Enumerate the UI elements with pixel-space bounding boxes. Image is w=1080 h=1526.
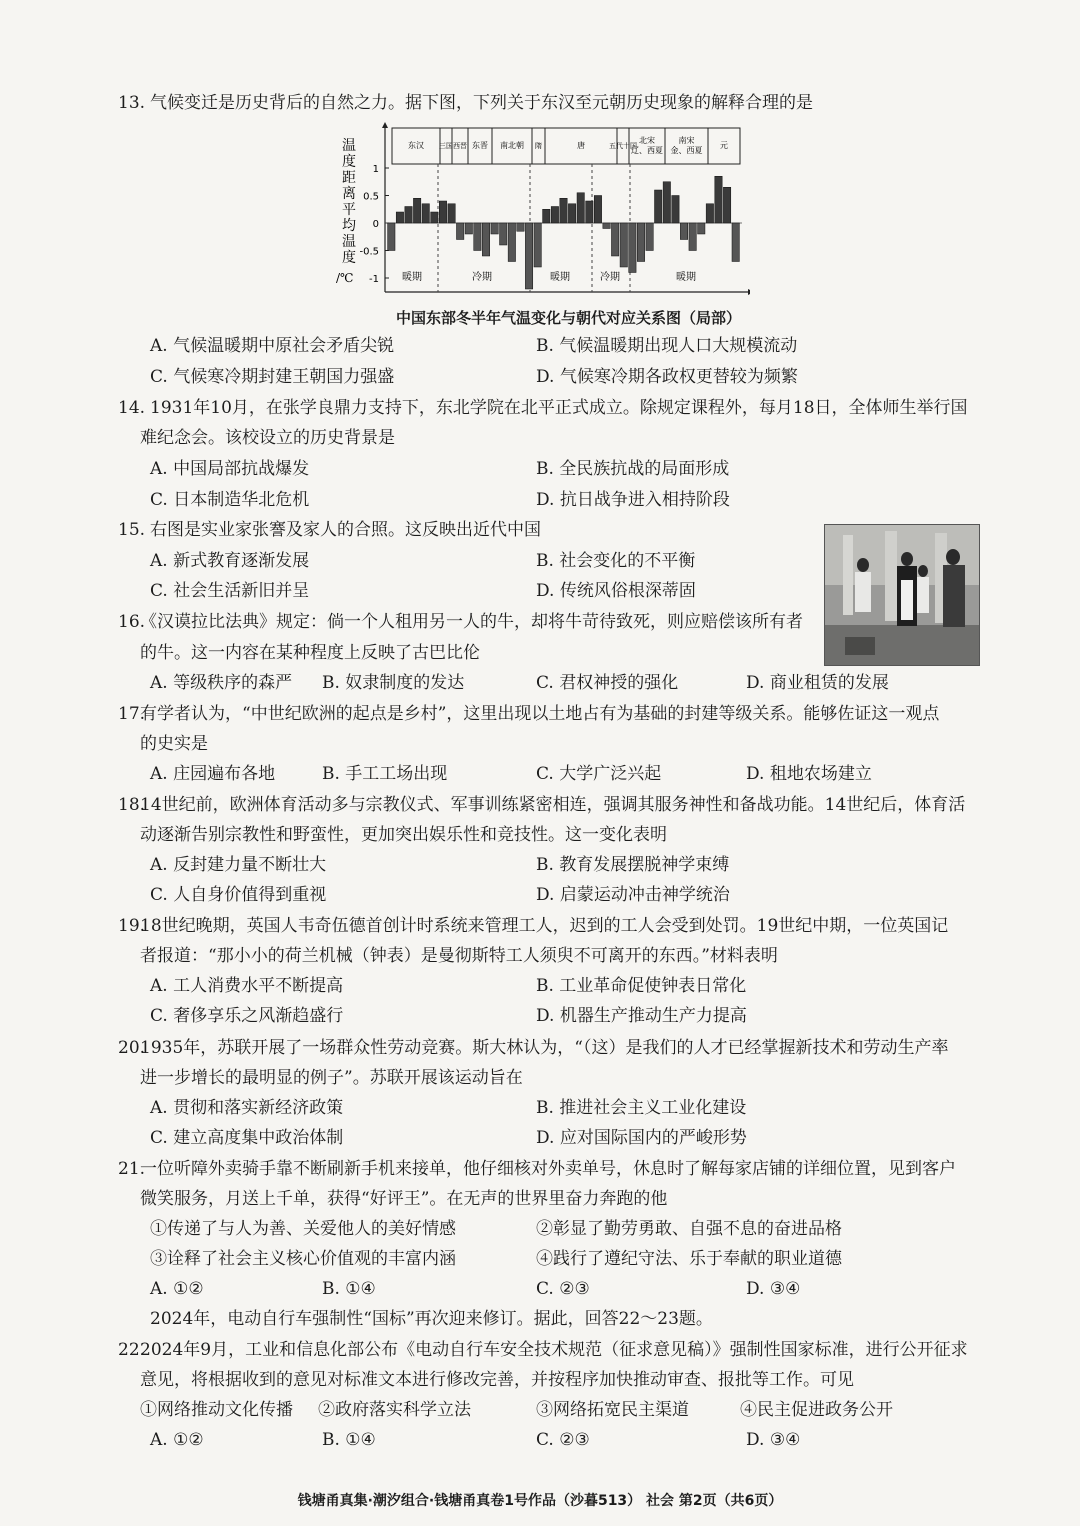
dynasty-label: 金、西夏: [670, 146, 703, 155]
q17-option-d[interactable]: D. 租地农场建立: [746, 764, 872, 784]
q16-number: 16.: [118, 612, 146, 632]
x-axis-arrow: [748, 289, 750, 295]
q17-stem-line2: 的史实是: [140, 734, 208, 754]
temperature-bar: [474, 223, 481, 251]
period-label: 冷期: [472, 272, 492, 283]
q15-option-b[interactable]: B. 社会变化的不平衡: [536, 551, 696, 571]
temperature-bar: [577, 193, 584, 223]
y-tick-label: 0: [372, 219, 379, 230]
temperature-bar: [500, 223, 507, 245]
dynasty-label: 东晋: [472, 141, 488, 150]
q21-option-a[interactable]: A. ①②: [150, 1279, 204, 1299]
q17-option-c[interactable]: C. 大学广泛兴起: [536, 764, 662, 784]
q22-option-b[interactable]: B. ①④: [322, 1430, 376, 1450]
chart-caption: 中国东部冬半年气温变化与朝代对应关系图（局部）: [396, 309, 742, 327]
temperature-bar: [698, 223, 705, 234]
temperature-bar: [663, 182, 670, 223]
temperature-bar: [534, 223, 541, 267]
q19-option-b[interactable]: B. 工业革命促使钟表日常化: [536, 976, 747, 996]
temperature-bar: [448, 204, 455, 223]
q13-option-d[interactable]: D. 气候寒冷期各政权更替较为频繁: [536, 367, 798, 387]
q13-stem: 气候变迁是历史背后的自然之力。据下图，下列关于东汉至元朝历史现象的解释合理的是: [150, 93, 813, 113]
q15-number: 15.: [118, 520, 146, 540]
temperature-bar: [620, 223, 627, 267]
dynasty-label: 隋: [535, 142, 542, 150]
dynasty-label: 西晋: [453, 142, 467, 150]
q15-stem: 右图是实业家张謇及家人的合照。这反映出近代中国: [150, 520, 541, 540]
q21-item-1: ①传递了与人为善、关爱他人的美好情感: [150, 1219, 456, 1239]
temperature-bar: [456, 223, 463, 240]
q21-option-d[interactable]: D. ③④: [746, 1279, 801, 1299]
q18-stem-line1: 14世纪前，欧洲体育活动多与宗教仪式、军事训练紧密相连，强调其服务神性和备战功能。14世纪后，体育活: [140, 795, 966, 815]
temperature-bar: [689, 223, 696, 251]
y-axis-label-char: 度: [342, 154, 356, 170]
q22-option-c[interactable]: C. ②③: [536, 1430, 590, 1450]
temperature-bar: [525, 223, 532, 289]
temperature-bar: [603, 223, 610, 229]
zhang-jian-family-photo: [824, 524, 980, 666]
q22-item-1: ①网络推动文化传播: [140, 1400, 293, 1420]
temperature-bar: [732, 223, 739, 262]
temperature-bar: [482, 223, 489, 256]
q18-option-d[interactable]: D. 启蒙运动冲击神学统治: [536, 885, 730, 905]
q20-option-b[interactable]: B. 推进社会主义工业化建设: [536, 1098, 747, 1118]
q18-option-a[interactable]: A. 反封建力量不断壮大: [150, 855, 327, 875]
q17-option-b[interactable]: B. 手工工场出现: [322, 764, 448, 784]
q21-option-c[interactable]: C. ②③: [536, 1279, 590, 1299]
temperature-bar: [560, 198, 567, 223]
y-axis-label-char: 度: [342, 250, 356, 266]
temperature-bar: [672, 196, 679, 224]
q21-item-4: ④践行了遵纪守法、乐于奉献的职业道德: [536, 1249, 842, 1269]
q18-option-c[interactable]: C. 人自身价值得到重视: [150, 885, 327, 905]
q17-option-a[interactable]: A. 庄园遍布各地: [150, 764, 276, 784]
temperature-bar: [646, 223, 653, 251]
q19-stem-line2: 者报道：“那小小的荷兰机械（钟表）是曼彻斯特工人须臾不可离开的东西。”材料表明: [140, 946, 778, 966]
temperature-bar: [413, 198, 420, 223]
q19-stem-line1: 18世纪晚期，英国人韦奇伍德首创计时系统来管理工人，迟到的工人会受到处罚。19世纪中期，一位英国记: [140, 916, 949, 936]
temperature-bar: [680, 223, 687, 240]
temperature-bar: [388, 223, 395, 251]
period-label: 冷期: [600, 272, 620, 283]
q19-option-c[interactable]: C. 奢侈享乐之风渐趋盛行: [150, 1006, 344, 1026]
q16-option-a[interactable]: A. 等级秩序的森严: [150, 673, 293, 693]
q22-item-3: ③网络拓宽民主渠道: [536, 1400, 689, 1420]
temperature-bar: [431, 212, 438, 223]
q22-23-intro: 2024年，电动自行车强制性“国标”再次迎来修订。据此，回答22～23题。: [150, 1309, 713, 1329]
q22-stem-line2: 意见，将根据收到的意见对标准文本进行修改完善，并按程序加快推动审查、报批等工作。可见: [140, 1370, 854, 1390]
dynasty-label: 五代十国: [609, 142, 637, 150]
q22-item-4: ④民主促进政务公开: [740, 1400, 893, 1420]
q21-number: 21.: [118, 1159, 146, 1179]
temperature-bar: [396, 212, 403, 223]
q13-option-c[interactable]: C. 气候寒冷期封建王朝国力强盛: [150, 367, 395, 387]
q19-option-a[interactable]: A. 工人消费水平不断提高: [150, 976, 344, 996]
q13-option-a[interactable]: A. 气候温暖期中原社会矛盾尖锐: [150, 336, 395, 356]
y-tick-label: -1: [369, 274, 379, 285]
q14-stem-line1: 1931年10月，在张学良鼎力支持下，东北学院在北平正式成立。除规定课程外，每月18日，全体师生举行国: [150, 398, 968, 418]
q15-option-a[interactable]: A. 新式教育逐渐发展: [150, 551, 310, 571]
q22-number: 22.: [118, 1340, 146, 1360]
dynasty-label: 北宋: [639, 136, 655, 145]
temperature-bar: [723, 187, 730, 223]
y-tick-label: 0.5: [363, 191, 379, 203]
y-axis-label-unit: /℃: [336, 271, 354, 285]
y-axis-label-char: 均: [342, 218, 356, 234]
q17-number: 17.: [118, 704, 146, 724]
q18-number: 18.: [118, 795, 146, 815]
q16-option-b[interactable]: B. 奴隶制度的发达: [322, 673, 465, 693]
q13-number: 13.: [118, 93, 146, 113]
q14-option-c[interactable]: C. 日本制造华北危机: [150, 490, 310, 510]
q22-item-2: ②政府落实科学立法: [318, 1400, 471, 1420]
q21-item-2: ②彰显了勤劳勇敢、自强不息的奋进品格: [536, 1219, 842, 1239]
temperature-bar: [568, 204, 575, 223]
q14-stem-line2: 难纪念会。该校设立的历史背景是: [140, 428, 395, 448]
q21-stem-line2: 微笑服务，月送上千单，获得“好评王”。在无声的世界里奋力奔跑的他: [140, 1189, 668, 1209]
temperature-bar: [508, 223, 515, 262]
y-tick-label: 1: [372, 164, 379, 175]
q20-stem-line1: 1935年，苏联开展了一场群众性劳动竞赛。斯大林认为，“（这）是我们的人才已经掌握新技术和劳动生产率: [140, 1038, 949, 1058]
q19-number: 19.: [118, 916, 146, 936]
temperature-bar: [465, 223, 472, 234]
y-axis-label-char: 平: [342, 202, 356, 218]
period-label: 暖期: [676, 272, 696, 283]
temperature-bar: [629, 223, 636, 273]
temperature-bar: [655, 190, 662, 223]
q21-item-3: ③诠释了社会主义核心价值观的丰富内涵: [150, 1249, 456, 1269]
dynasty-label: 三国: [439, 142, 453, 150]
q19-option-d[interactable]: D. 机器生产推动生产力提高: [536, 1006, 747, 1026]
y-axis-label-char: 距: [342, 170, 356, 186]
q21-option-b[interactable]: B. ①④: [322, 1279, 376, 1299]
q18-option-b[interactable]: B. 教育发展摆脱神学束缚: [536, 855, 730, 875]
y-tick-label: -0.5: [359, 246, 379, 258]
page-footer: 钱塘甬真集·潮汐组合·钱塘甬真卷1号作品（沙暮513） 社会 第2页（共6页）: [297, 1493, 783, 1509]
dynasty-label: 元: [720, 141, 728, 150]
dynasty-label: 东汉: [408, 141, 424, 150]
q20-option-c[interactable]: C. 建立高度集中政治体制: [150, 1128, 344, 1148]
temperature-bar: [637, 223, 644, 262]
temperature-bar: [594, 196, 601, 224]
q18-stem-line2: 动逐渐告别宗教性和野蛮性，更加突出娱乐性和竞技性。这一变化表明: [140, 825, 667, 845]
q20-number: 20.: [118, 1038, 146, 1058]
q22-stem-line1: 2024年9月，工业和信息化部公布《电动自行车安全技术规范（征求意见稿）》强制性国家标准，进行公开征求: [140, 1340, 968, 1360]
q15-option-c[interactable]: C. 社会生活新旧并呈: [150, 581, 310, 601]
temperature-bar: [405, 207, 412, 224]
period-label: 暖期: [402, 272, 422, 283]
y-axis-label-char: 温: [342, 138, 356, 154]
temperature-bar: [611, 223, 618, 256]
q16-stem-line1: 《汉谟拉比法典》规定：倘一个人租用另一人的牛，却将牛苛待致死，则应赔偿该所有者: [140, 612, 803, 632]
q16-option-c[interactable]: C. 君权神授的强化: [536, 673, 679, 693]
q22-option-d[interactable]: D. ③④: [746, 1430, 801, 1450]
q15-option-d[interactable]: D. 传统风俗根深蒂固: [536, 581, 696, 601]
temperature-bar: [422, 204, 429, 223]
q14-option-b[interactable]: B. 全民族抗战的局面形成: [536, 459, 730, 479]
period-label: 暖期: [550, 272, 570, 283]
temperature-bar: [491, 223, 498, 234]
temperature-bar: [706, 204, 713, 223]
y-axis-label-char: 温: [342, 234, 356, 250]
temperature-bar: [586, 201, 593, 223]
q17-stem-line1: 有学者认为，“中世纪欧洲的起点是乡村”，这里出现以土地占有为基础的封建等级关系。能够佐证这一观点: [140, 704, 940, 724]
q13-option-b[interactable]: B. 气候温暖期出现人口大规模流动: [536, 336, 798, 356]
q14-option-a[interactable]: A. 中国局部抗战爆发: [150, 459, 310, 479]
q22-option-a[interactable]: A. ①②: [150, 1430, 204, 1450]
q20-stem-line2: 进一步增长的最明显的例子”。苏联开展该运动旨在: [140, 1068, 523, 1088]
q14-option-d[interactable]: D. 抗日战争进入相持阶段: [536, 490, 730, 510]
temperature-bar: [439, 201, 446, 223]
q20-option-a[interactable]: A. 贯彻和落实新经济政策: [150, 1098, 344, 1118]
dynasty-label: 南宋: [678, 136, 695, 145]
y-axis-label-char: 离: [342, 186, 356, 202]
temperature-bar: [715, 176, 722, 223]
temperature-bar: [543, 209, 550, 223]
q16-option-d[interactable]: D. 商业租赁的发展: [746, 673, 889, 693]
q14-number: 14.: [118, 398, 146, 418]
temperature-bar: [517, 223, 524, 231]
q21-stem-line1: 一位听障外卖骑手靠不断刷新手机来接单，他仔细核对外卖单号，休息时了解每家店铺的详细位置，见到客户: [140, 1159, 956, 1179]
temperature-bar: [551, 207, 558, 224]
dynasty-label: 唐: [577, 141, 585, 150]
q20-option-d[interactable]: D. 应对国际国内的严峻形势: [536, 1128, 747, 1148]
dynasty-label: 南北朝: [500, 141, 524, 150]
y-axis-arrow: [382, 122, 388, 128]
q16-stem-line2: 的牛。这一内容在某种程度上反映了古巴比伦: [140, 643, 480, 663]
dynasty-label: 辽、西夏: [631, 146, 663, 155]
temperature-dynasty-chart: [330, 120, 750, 300]
